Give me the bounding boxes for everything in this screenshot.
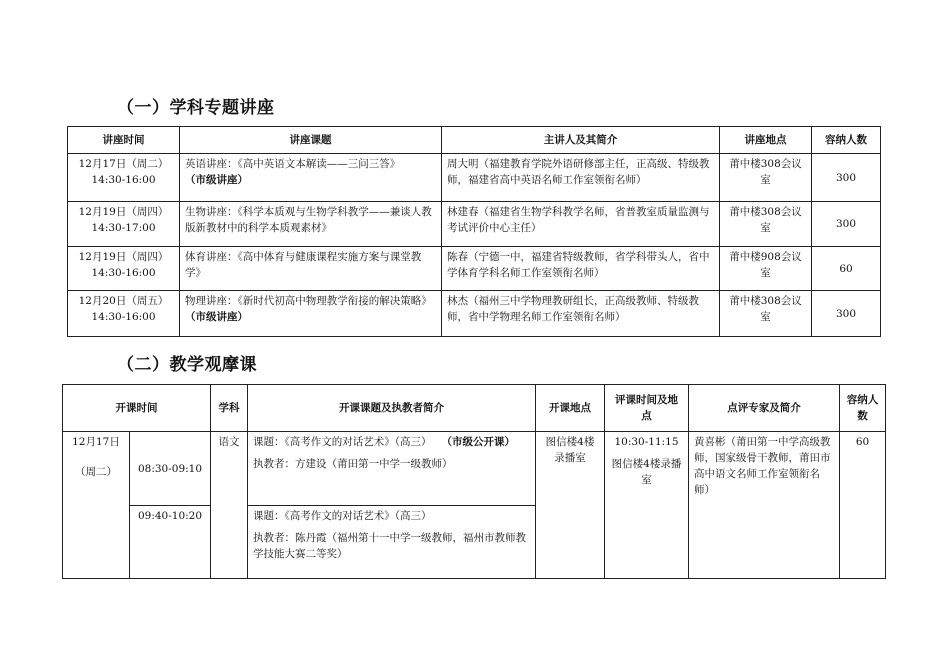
header-subject: 学科 [211, 385, 248, 432]
header-review: 评课时间及地点 [605, 385, 689, 432]
header-topic: 讲座课题 [180, 127, 442, 154]
lecture-speaker: 林杰（福州三中学物理教研组长，正高级教师、特级教师，省中学物理名师工作室领衔名师） [442, 291, 720, 337]
lesson-subject: 语文 [211, 432, 248, 579]
section2-title: （二）教学观摩课 [117, 355, 257, 375]
expert-info: 黄喜彬（莆田第一中学高级教师，国家级骨干教师，莆田市高中语文名师工作室领衔名师） [689, 432, 840, 579]
header-expert: 点评专家及简介 [689, 385, 840, 432]
lesson-table [62, 384, 886, 579]
lecture-capacity: 300 [812, 154, 881, 202]
lecture-topic: 体育讲座：《高中体育与健康课程实施方案与课堂教学》 [180, 247, 442, 291]
lecture-speaker: 陈春（宁德一中，福建省特级教师，省学科带头人，省中学体育学科名师工作室领衔名师） [442, 247, 720, 291]
header-time: 讲座时间 [68, 127, 180, 154]
table-row [68, 202, 881, 247]
lecture-place: 莆中楼308会议室 [720, 154, 812, 202]
lesson-capacity: 60 [840, 432, 886, 579]
lecture-capacity: 300 [812, 202, 881, 247]
lesson-detail: 课题：《高考作文的对话艺术》（高三） （市级公开课） 执教者：方建设（莆田第一中学一级教师） [248, 432, 536, 506]
lecture-place: 莆中楼908会议室 [720, 247, 812, 291]
lesson-detail: 课题：《高考作文的对话艺术》（高三） 执教者：陈丹霞（福州第十一中学一级教师，福州市教师教学技能大赛二等奖） [248, 506, 536, 579]
lecture-time: 12月19日（周四）14:30-16:00 [68, 247, 180, 291]
lecture-table [67, 126, 881, 337]
lecture-place: 莆中楼308会议室 [720, 291, 812, 337]
lesson-time: 09:40-10:20 [130, 506, 211, 579]
header-speaker: 主讲人及其简介 [442, 127, 720, 154]
lecture-topic: 英语讲座：《高中英语文本解读——三问三答》 （市级讲座） [180, 154, 442, 202]
table-row [68, 154, 881, 202]
header-place: 讲座地点 [720, 127, 812, 154]
table-row [68, 291, 881, 337]
lecture-topic: 物理讲座：《新时代初高中物理教学衔接的解决策略》（市级讲座） [180, 291, 442, 337]
table-row [63, 432, 886, 506]
header-lesson-place: 开课地点 [536, 385, 605, 432]
section1-title: （一）学科专题讲座 [117, 98, 275, 118]
lecture-capacity: 300 [812, 291, 881, 337]
header-lesson-topic: 开课课题及执教者简介 [248, 385, 536, 432]
review-info: 10:30-11:15 图信楼4楼录播室 [605, 432, 689, 579]
lecture-capacity: 60 [812, 247, 881, 291]
lesson-place: 图信楼4楼录播室 [536, 432, 605, 579]
header-lesson-time: 开课时间 [63, 385, 211, 432]
lesson-date: 12月17日 （周二） [63, 432, 130, 579]
header-capacity: 容纳人数 [812, 127, 881, 154]
lecture-place: 莆中楼308会议室 [720, 202, 812, 247]
lecture-time: 12月17日（周二）14:30-16:00 [68, 154, 180, 202]
table-row [68, 247, 881, 291]
header-lesson-capacity: 容纳人数 [840, 385, 886, 432]
lesson-time: 08:30-09:10 [130, 432, 211, 506]
lecture-time: 12月19日（周四）14:30-17:00 [68, 202, 180, 247]
lecture-time: 12月20日（周五）14:30-16:00 [68, 291, 180, 337]
lecture-topic: 生物讲座：《科学本质观与生物学科教学——兼谈人教版新教材中的科学本质观素材》 [180, 202, 442, 247]
lecture-speaker: 林建春（福建省生物学科教学名师，省普教室质量监测与考试评价中心主任） [442, 202, 720, 247]
lecture-speaker: 周大明（福建教育学院外语研修部主任，正高级、特级教师，福建省高中英语名师工作室领衔名师） [442, 154, 720, 202]
